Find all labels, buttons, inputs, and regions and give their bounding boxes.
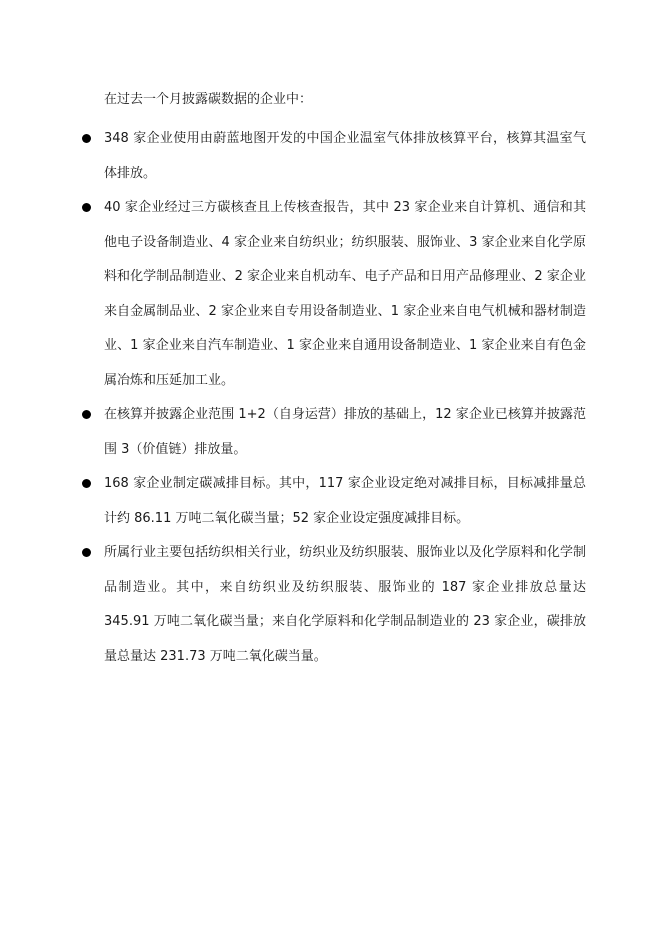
list-item-text: 348 家企业使用由蔚蓝地图开发的中国企业温室气体排放核算平台，核算其温室气体排放。	[104, 131, 586, 181]
bullet-icon	[82, 134, 91, 143]
list-item	[78, 398, 586, 467]
list-item	[78, 536, 586, 674]
list-item-text: 168 家企业制定碳减排目标。其中，117 家企业设定绝对减排目标，目标减排量总计约 86.11 万吨二氧化碳当量；52 家企业设定强度减排目标。	[104, 476, 586, 526]
bullet-icon	[82, 479, 91, 488]
bullet-icon	[82, 410, 91, 419]
list-item-text: 所属行业主要包括纺织相关行业，纺织业及纺织服装、服饰业以及化学原料和化学制品制造业。其中，来自纺织业及纺织服装、服饰业的 187 家企业排放总量达 345.91 万吨二氧化碳当量；来自化学原料和化学制品制造业的 23 家企业，碳排放量总量达 231.73 万吨二氧化碳当量。	[104, 545, 586, 664]
list-item	[78, 467, 586, 536]
list-item-text: 在核算并披露企业范围 1+2（自身运营）排放的基础上，12 家企业已核算并披露范围 3（价值链）排放量。	[104, 407, 586, 457]
bullet-icon	[82, 548, 91, 557]
list-item	[78, 122, 586, 191]
intro-paragraph: 在过去一个月披露碳数据的企业中：	[104, 92, 313, 107]
bullet-list	[78, 122, 586, 674]
bullet-icon	[82, 203, 91, 212]
list-item-text: 40 家企业经过三方碳核查且上传核查报告，其中 23 家企业来自计算机、通信和其他电子设备制造业、4 家企业来自纺织业；纺织服装、服饰业、3 家企业来自化学原料和化学制品制造业、2 家企业来自机动车、电子产品和日用产品修理业、2 家企业来自金属制品业、2 家企业来自专用设备制造业、1 家企业来自电气机械和器材制造业、1 家企业来自汽车制造业、1 家企业来自通用设备制造业、1 家企业来自有色金属冶炼和压延加工业。	[104, 200, 586, 388]
list-item	[78, 191, 586, 398]
